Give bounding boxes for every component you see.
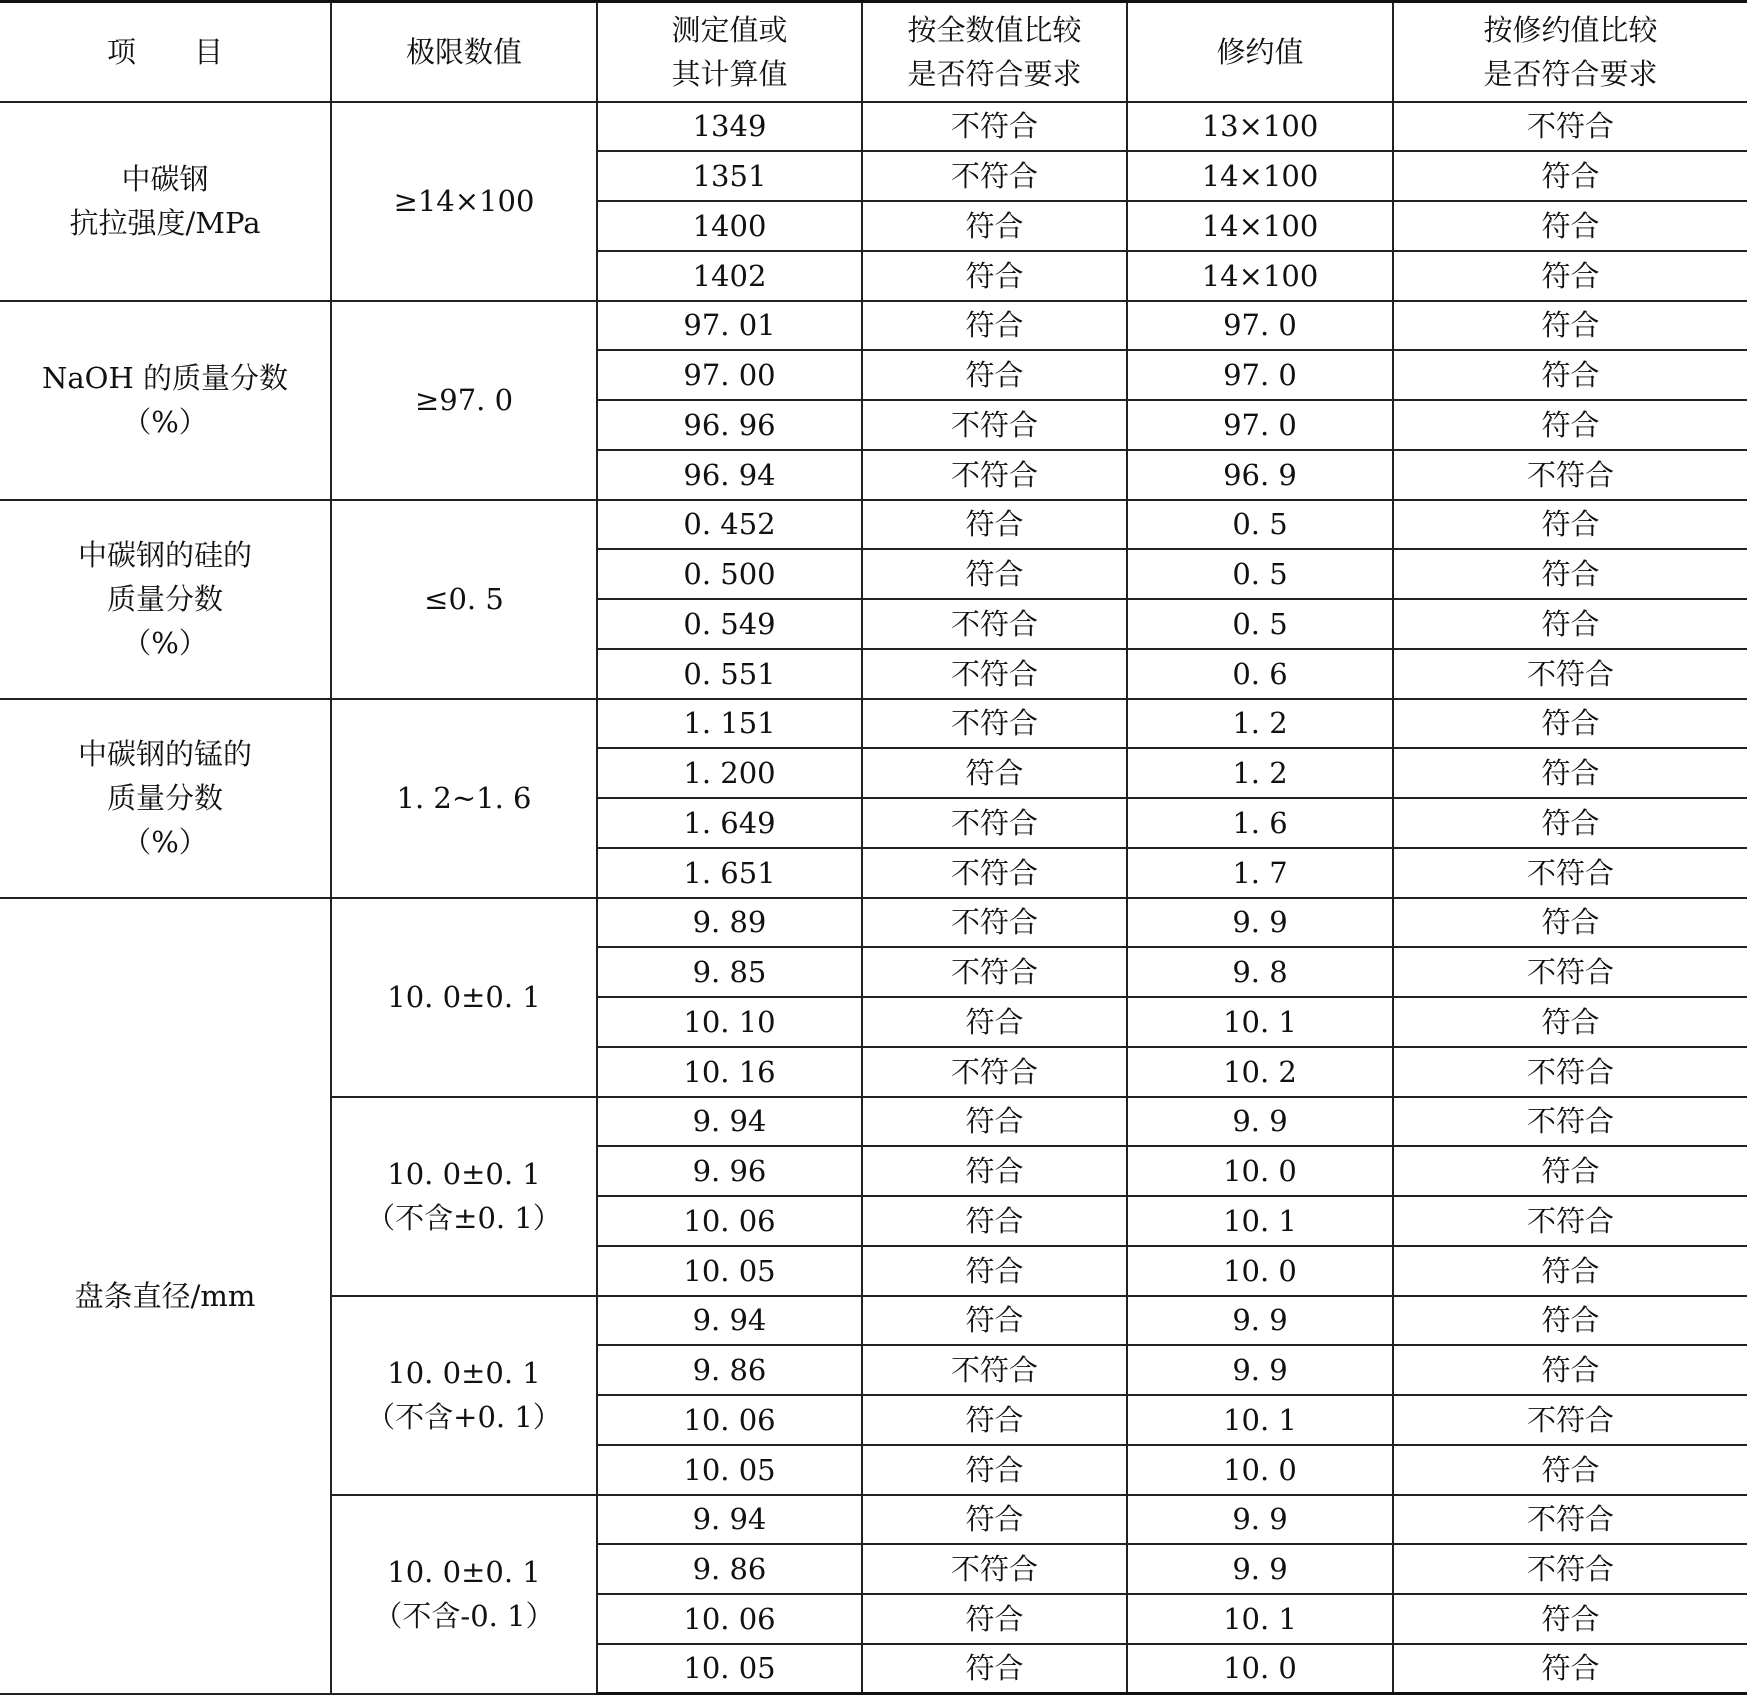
rounded-compare-cell: 不符合 xyxy=(1393,848,1747,898)
rounded-cell: 10. 0 xyxy=(1127,1644,1393,1694)
full-compare-cell: 符合 xyxy=(862,1395,1127,1445)
item-cell: NaOH 的质量分数 （%） xyxy=(0,301,331,500)
rounded-cell: 1. 6 xyxy=(1127,798,1393,848)
header-full-compare: 按全数值比较 是否符合要求 xyxy=(862,2,1127,102)
rounded-cell: 0. 5 xyxy=(1127,599,1393,649)
measured-cell: 1. 200 xyxy=(597,748,862,798)
limit-cell: 10. 0±0. 1 （不含-0. 1） xyxy=(331,1495,597,1694)
rounded-cell: 9. 9 xyxy=(1127,898,1393,948)
header-item: 项 目 xyxy=(0,2,331,102)
full-compare-cell: 符合 xyxy=(862,301,1127,351)
measured-cell: 1402 xyxy=(597,251,862,301)
rounded-compare-cell: 符合 xyxy=(1393,1594,1747,1644)
full-compare-cell: 不符合 xyxy=(862,102,1127,152)
rounded-compare-cell: 符合 xyxy=(1393,1146,1747,1196)
measured-cell: 10. 06 xyxy=(597,1594,862,1644)
rounded-cell: 9. 9 xyxy=(1127,1345,1393,1395)
rounded-cell: 9. 9 xyxy=(1127,1097,1393,1147)
full-compare-cell: 不符合 xyxy=(862,848,1127,898)
full-compare-cell: 不符合 xyxy=(862,1544,1127,1594)
full-compare-cell: 不符合 xyxy=(862,699,1127,749)
item-cell: 中碳钢的锰的 质量分数 （%） xyxy=(0,699,331,898)
rounded-cell: 0. 5 xyxy=(1127,500,1393,550)
header-row xyxy=(0,2,1747,102)
rounded-compare-cell: 符合 xyxy=(1393,549,1747,599)
table-row xyxy=(0,699,1747,749)
measured-cell: 0. 452 xyxy=(597,500,862,550)
rounded-cell: 10. 1 xyxy=(1127,997,1393,1047)
full-compare-cell: 符合 xyxy=(862,1644,1127,1694)
measured-cell: 9. 96 xyxy=(597,1146,862,1196)
header-measured: 测定值或 其计算值 xyxy=(597,2,862,102)
rounded-cell: 9. 9 xyxy=(1127,1296,1393,1346)
full-compare-cell: 符合 xyxy=(862,1146,1127,1196)
full-compare-cell: 符合 xyxy=(862,350,1127,400)
header-rounded-compare: 按修约值比较 是否符合要求 xyxy=(1393,2,1747,102)
measured-cell: 9. 85 xyxy=(597,947,862,997)
table-row xyxy=(0,301,1747,351)
rounded-compare-cell: 不符合 xyxy=(1393,450,1747,500)
header-rounded: 修约值 xyxy=(1127,2,1393,102)
rounded-compare-cell: 符合 xyxy=(1393,699,1747,749)
rounded-compare-cell: 符合 xyxy=(1393,400,1747,450)
rounded-compare-cell: 符合 xyxy=(1393,898,1747,948)
rounded-cell: 10. 1 xyxy=(1127,1395,1393,1445)
rounded-cell: 1. 2 xyxy=(1127,748,1393,798)
rounded-compare-cell: 符合 xyxy=(1393,1296,1747,1346)
measured-cell: 10. 06 xyxy=(597,1395,862,1445)
rounded-compare-cell: 符合 xyxy=(1393,500,1747,550)
limit-cell: 1. 2~1. 6 xyxy=(331,699,597,898)
rounded-cell: 96. 9 xyxy=(1127,450,1393,500)
full-compare-cell: 符合 xyxy=(862,1097,1127,1147)
rounded-compare-cell: 不符合 xyxy=(1393,1495,1747,1545)
full-compare-cell: 符合 xyxy=(862,500,1127,550)
rounded-cell: 10. 2 xyxy=(1127,1047,1393,1097)
header-limit: 极限数值 xyxy=(331,2,597,102)
measured-cell: 0. 551 xyxy=(597,649,862,699)
limit-cell: ≤0. 5 xyxy=(331,500,597,699)
table-row xyxy=(0,898,1747,948)
measured-cell: 9. 94 xyxy=(597,1495,862,1545)
rounded-cell: 1. 2 xyxy=(1127,699,1393,749)
full-compare-cell: 不符合 xyxy=(862,400,1127,450)
rounded-cell: 10. 0 xyxy=(1127,1146,1393,1196)
rounded-cell: 14×100 xyxy=(1127,251,1393,301)
full-compare-cell: 符合 xyxy=(862,201,1127,251)
rounded-cell: 9. 9 xyxy=(1127,1495,1393,1545)
rounded-cell: 10. 1 xyxy=(1127,1594,1393,1644)
measured-cell: 9. 86 xyxy=(597,1544,862,1594)
rounded-compare-cell: 不符合 xyxy=(1393,649,1747,699)
rounded-compare-cell: 不符合 xyxy=(1393,1047,1747,1097)
measured-cell: 10. 05 xyxy=(597,1246,862,1296)
rounded-cell: 1. 7 xyxy=(1127,848,1393,898)
measured-cell: 1. 151 xyxy=(597,699,862,749)
measured-cell: 97. 01 xyxy=(597,301,862,351)
rounded-compare-cell: 不符合 xyxy=(1393,947,1747,997)
full-compare-cell: 符合 xyxy=(862,1296,1127,1346)
measured-cell: 96. 94 xyxy=(597,450,862,500)
measured-cell: 1. 651 xyxy=(597,848,862,898)
full-compare-cell: 符合 xyxy=(862,997,1127,1047)
rounded-compare-cell: 符合 xyxy=(1393,1246,1747,1296)
rounded-cell: 10. 1 xyxy=(1127,1196,1393,1246)
full-compare-cell: 符合 xyxy=(862,1594,1127,1644)
full-compare-cell: 符合 xyxy=(862,549,1127,599)
rounded-compare-cell: 符合 xyxy=(1393,748,1747,798)
measured-cell: 96. 96 xyxy=(597,400,862,450)
rounded-cell: 14×100 xyxy=(1127,151,1393,201)
measured-cell: 9. 94 xyxy=(597,1097,862,1147)
rounded-compare-cell: 符合 xyxy=(1393,599,1747,649)
rounded-compare-cell: 符合 xyxy=(1393,350,1747,400)
rounded-cell: 13×100 xyxy=(1127,102,1393,152)
full-compare-cell: 符合 xyxy=(862,1196,1127,1246)
rounded-compare-cell: 符合 xyxy=(1393,201,1747,251)
item-cell: 中碳钢 抗拉强度/MPa xyxy=(0,102,331,301)
measured-cell: 9. 94 xyxy=(597,1296,862,1346)
measured-cell: 0. 500 xyxy=(597,549,862,599)
measured-cell: 0. 549 xyxy=(597,599,862,649)
rounded-cell: 10. 0 xyxy=(1127,1445,1393,1495)
rounded-compare-cell: 不符合 xyxy=(1393,1097,1747,1147)
rounded-compare-cell: 符合 xyxy=(1393,1345,1747,1395)
table-row xyxy=(0,102,1747,152)
limit-cell: 10. 0±0. 1 （不含+0. 1） xyxy=(331,1296,597,1495)
rounded-compare-cell: 符合 xyxy=(1393,798,1747,848)
measured-cell: 10. 06 xyxy=(597,1196,862,1246)
limit-cell: 10. 0±0. 1 （不含±0. 1） xyxy=(331,1097,597,1296)
rounded-compare-cell: 不符合 xyxy=(1393,1544,1747,1594)
measured-cell: 10. 05 xyxy=(597,1445,862,1495)
measured-cell: 10. 16 xyxy=(597,1047,862,1097)
rounded-cell: 97. 0 xyxy=(1127,400,1393,450)
measured-cell: 10. 10 xyxy=(597,997,862,1047)
full-compare-cell: 不符合 xyxy=(862,1345,1127,1395)
full-compare-cell: 符合 xyxy=(862,1445,1127,1495)
full-compare-cell: 不符合 xyxy=(862,151,1127,201)
rounded-compare-cell: 符合 xyxy=(1393,1445,1747,1495)
limit-cell: ≥97. 0 xyxy=(331,301,597,500)
table-body xyxy=(0,102,1747,1694)
rounded-cell: 97. 0 xyxy=(1127,350,1393,400)
item-cell: 中碳钢的硅的 质量分数 （%） xyxy=(0,500,331,699)
measured-cell: 9. 86 xyxy=(597,1345,862,1395)
full-compare-cell: 不符合 xyxy=(862,649,1127,699)
full-compare-cell: 符合 xyxy=(862,1495,1127,1545)
rounded-cell: 0. 5 xyxy=(1127,549,1393,599)
full-compare-cell: 不符合 xyxy=(862,599,1127,649)
table-row xyxy=(0,500,1747,550)
rounded-cell: 9. 9 xyxy=(1127,1544,1393,1594)
full-compare-cell: 不符合 xyxy=(862,947,1127,997)
rounded-compare-cell: 符合 xyxy=(1393,151,1747,201)
full-compare-cell: 符合 xyxy=(862,748,1127,798)
measured-cell: 10. 05 xyxy=(597,1644,862,1694)
rounded-compare-cell: 不符合 xyxy=(1393,1395,1747,1445)
limit-cell: 10. 0±0. 1 xyxy=(331,898,597,1097)
full-compare-cell: 不符合 xyxy=(862,898,1127,948)
rounded-compare-cell: 符合 xyxy=(1393,251,1747,301)
rounded-compare-cell: 不符合 xyxy=(1393,1196,1747,1246)
full-compare-cell: 不符合 xyxy=(862,450,1127,500)
measured-cell: 9. 89 xyxy=(597,898,862,948)
measured-cell: 1351 xyxy=(597,151,862,201)
measured-cell: 97. 00 xyxy=(597,350,862,400)
measured-cell: 1400 xyxy=(597,201,862,251)
rounded-compare-cell: 符合 xyxy=(1393,301,1747,351)
rounded-cell: 9. 8 xyxy=(1127,947,1393,997)
full-compare-cell: 不符合 xyxy=(862,1047,1127,1097)
item-cell: 盘条直径/mm xyxy=(0,898,331,1694)
measured-cell: 1. 649 xyxy=(597,798,862,848)
measured-cell: 1349 xyxy=(597,102,862,152)
rounded-cell: 97. 0 xyxy=(1127,301,1393,351)
full-compare-cell: 符合 xyxy=(862,251,1127,301)
rounded-cell: 0. 6 xyxy=(1127,649,1393,699)
full-compare-cell: 不符合 xyxy=(862,798,1127,848)
rounded-cell: 14×100 xyxy=(1127,201,1393,251)
rounded-compare-cell: 符合 xyxy=(1393,997,1747,1047)
rounded-compare-cell: 符合 xyxy=(1393,1644,1747,1694)
limit-cell: ≥14×100 xyxy=(331,102,597,301)
table-header xyxy=(0,2,1747,102)
rounded-cell: 10. 0 xyxy=(1127,1246,1393,1296)
rounded-compare-cell: 不符合 xyxy=(1393,102,1747,152)
full-compare-cell: 符合 xyxy=(862,1246,1127,1296)
